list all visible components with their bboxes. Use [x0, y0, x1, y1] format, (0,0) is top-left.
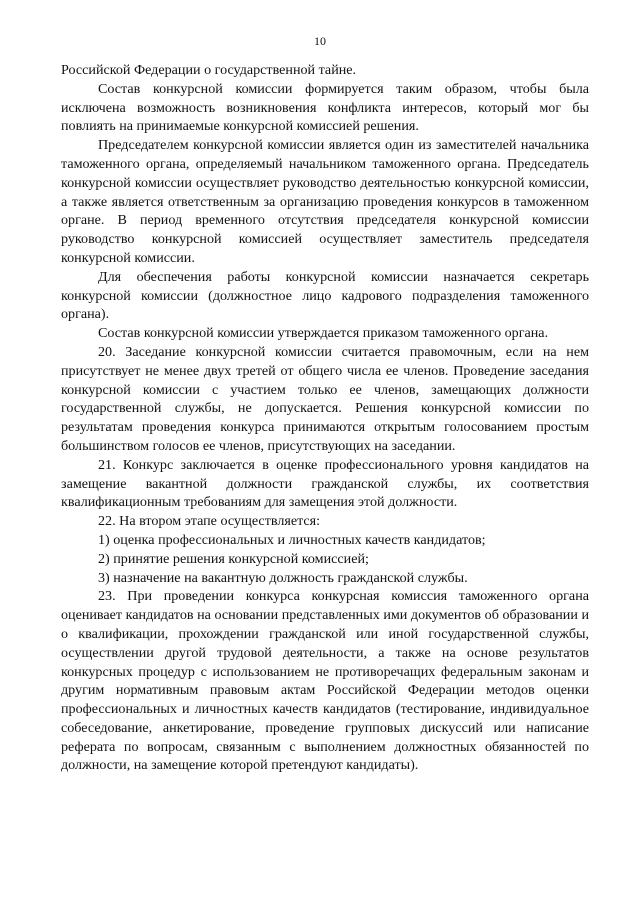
paragraph-commission-composition: Состав конкурсной комиссии формируется таким образом, чтобы была исключена возможность возникновения конфликта интересов, который мог бы повлиять на принимаемые конкурсной комиссией решения. — [61, 80, 589, 135]
paragraph-chairman: Председателем конкурсной комиссии является один из заместителей начальника таможенного органа, определяемый начальником таможенного органа. Председатель конкурсной комиссии осуществляет руководство деятельностью конкурсной комиссии, а также является ответственным за организацию проведения конкурсов в таможенном органе. В период временного отсутствия председателя конкурсной комиссии руководство конкурсной комиссией осуществляет заместитель председателя конкурсной комиссии. — [61, 137, 589, 266]
document-body — [61, 61, 589, 775]
paragraph-item-23: 23. При проведении конкурса конкурсная комиссия таможенного органа оценивает кандидатов на основании представленных ими документов об образовании и о квалификации, прохождении гражданской или иной государственной службы, осуществлении другой трудовой деятельности, а также на основе результатов конкурсных процедур с использованием не противоречащих федеральным законам и другим нормативным правовым актам Российской Федерации методов оценки профессиональных и личностных качеств кандидатов (тестирование, индивидуальное собеседование, анкетирование, проведение групповых дискуссий или написание реферата по вопросам, связанным с выполнением должностных обязанностей по должности, на замещение которой претендуют кандидаты). — [61, 588, 589, 774]
paragraph-item-22: 22. На втором этапе осуществляется: — [98, 513, 321, 530]
list-item-3: 3) назначение на вакантную должность гражданской службы. — [98, 569, 468, 586]
paragraph-approval: Состав конкурсной комиссии утверждается приказом таможенного органа. — [98, 325, 549, 342]
paragraph-secretary: Для обеспечения работы конкурсной комиссии назначается секретарь конкурсной комиссии (должностное лицо кадрового подразделения таможенного органа). — [61, 268, 589, 323]
page-number: 10 — [314, 34, 326, 48]
list-item-2: 2) принятие решения конкурсной комиссией; — [98, 550, 369, 567]
paragraph-item-21: 21. Конкурс заключается в оценке профессионального уровня кандидатов на замещение вакантной должности гражданской службы, их соответствия квалификационным требованиям для замещения этой должности. — [61, 456, 589, 511]
paragraph-continuation: Российской Федерации о государственной тайне. — [61, 62, 357, 78]
list-item-1: 1) оценка профессиональных и личностных качеств кандидатов; — [98, 531, 486, 548]
paragraph-item-20: 20. Заседание конкурсной комиссии считается правомочным, если на нем присутствует не менее двух третей от общего числа ее членов. Проведение заседания конкурсной комиссии с участием только ее членов, замещающих должности государственной службы, не допускается. Решения конкурсной комиссии по результатам проведения конкурса принимаются открытым голосованием простым большинством голосов ее членов, присутствующих на заседании. — [61, 343, 589, 454]
